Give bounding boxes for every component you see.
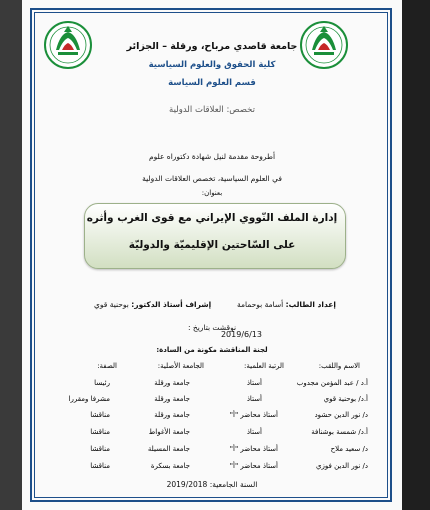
defense-date-row xyxy=(22,322,402,339)
field-statement: في العلوم السياسية، تخصص العلاقات الدولية xyxy=(142,174,282,183)
col-header-role: الصفة: xyxy=(97,362,117,370)
committee-member-rank: أستاذ xyxy=(246,379,262,387)
committee-member-university: جامعة بسكرة xyxy=(150,462,190,470)
committee-member-name: د/ نور الدين فوزي xyxy=(316,462,368,470)
committee-member-name: د/ نور الدين حشود xyxy=(314,411,368,419)
committee-member-rank: أستاذ محاضر "أ" xyxy=(229,445,278,453)
committee-member-rank: أستاذ xyxy=(246,395,262,403)
committee-member-university: جامعة ورقلة xyxy=(154,395,190,403)
specialty: تخصص: العلاقات الدولية xyxy=(169,105,255,115)
thesis-title-line-1: إدارة الملف النّووي الإيراني مع قوى الغرب وأثره xyxy=(86,212,338,224)
academic-year: السنة الجامعية: 2019/2018 xyxy=(166,480,258,489)
committee-member-role: مشرفا ومقررا xyxy=(68,395,110,403)
committee-member-role: مناقشا xyxy=(90,411,110,419)
committee-member-university: جامعة ورقلة xyxy=(154,379,190,387)
col-header-rank: الرتبة العلمية: xyxy=(243,362,284,370)
left-gutter xyxy=(0,0,22,510)
committee-member-role: مناقشا xyxy=(90,462,110,470)
supervisor-name: بوحنية قوي xyxy=(94,300,129,309)
title-label: بعنوان: xyxy=(201,189,223,197)
committee-member-name: أ.د / عبد المؤمن مجدوب xyxy=(296,379,368,387)
committee-member-name: أ.د/ بوحنية قوي xyxy=(323,395,368,403)
committee-heading: لجنة المناقشة مكونة من السادة: xyxy=(156,346,268,354)
prepared-name: أسامة بوحمامة xyxy=(236,300,284,309)
committee-member-role: مناقشا xyxy=(90,445,110,453)
prepared-label: إعداد الطالب: xyxy=(285,300,336,309)
right-gutter xyxy=(402,0,430,510)
department-name: قسم العلوم السياسة xyxy=(168,78,256,88)
committee-member-rank: أستاذ محاضر "أ" xyxy=(229,462,278,470)
thesis-title-line-2: على السّاحتين الإقليميّة والدوليّة xyxy=(128,239,296,251)
defense-date: 2019/6/13 xyxy=(220,330,262,339)
supervisor-label: إشراف أستاذ الدكتور: xyxy=(131,300,212,309)
committee-member-rank: أستاذ xyxy=(246,428,262,436)
committee-member-university: جامعة ورقلة xyxy=(154,411,190,419)
committee-member-university: جامعة المسيلة xyxy=(147,445,190,453)
prepared-by xyxy=(237,300,336,309)
document-page xyxy=(22,0,402,510)
col-header-university: الجامعة الأصلية: xyxy=(157,362,204,370)
col-header-name: الاسم واللقب: xyxy=(318,362,360,370)
submission-statement: أطروحة مقدمة لنيل شهادة دكتوراه علوم xyxy=(148,152,276,161)
faculty-name: كلية الحقوق والعلوم السياسية xyxy=(148,60,276,70)
committee-member-role: مناقشا xyxy=(90,428,110,436)
committee-member-rank: أستاذ محاضر "أ" xyxy=(229,411,278,419)
committee-member-university: جامعة الأغواط xyxy=(148,428,190,436)
committee-member-name: د/ سعيد ملاح xyxy=(330,445,368,453)
supervised-by xyxy=(94,300,211,309)
defense-label: نوقشت بتاريخ : xyxy=(187,323,237,332)
committee-member-role: رئيسا xyxy=(94,379,110,387)
committee-member-name: أ.د/ شمسة بوشنافة xyxy=(311,428,368,436)
university-name: جامعة قاصدي مرباح، ورقلة – الجزائر xyxy=(126,41,298,52)
